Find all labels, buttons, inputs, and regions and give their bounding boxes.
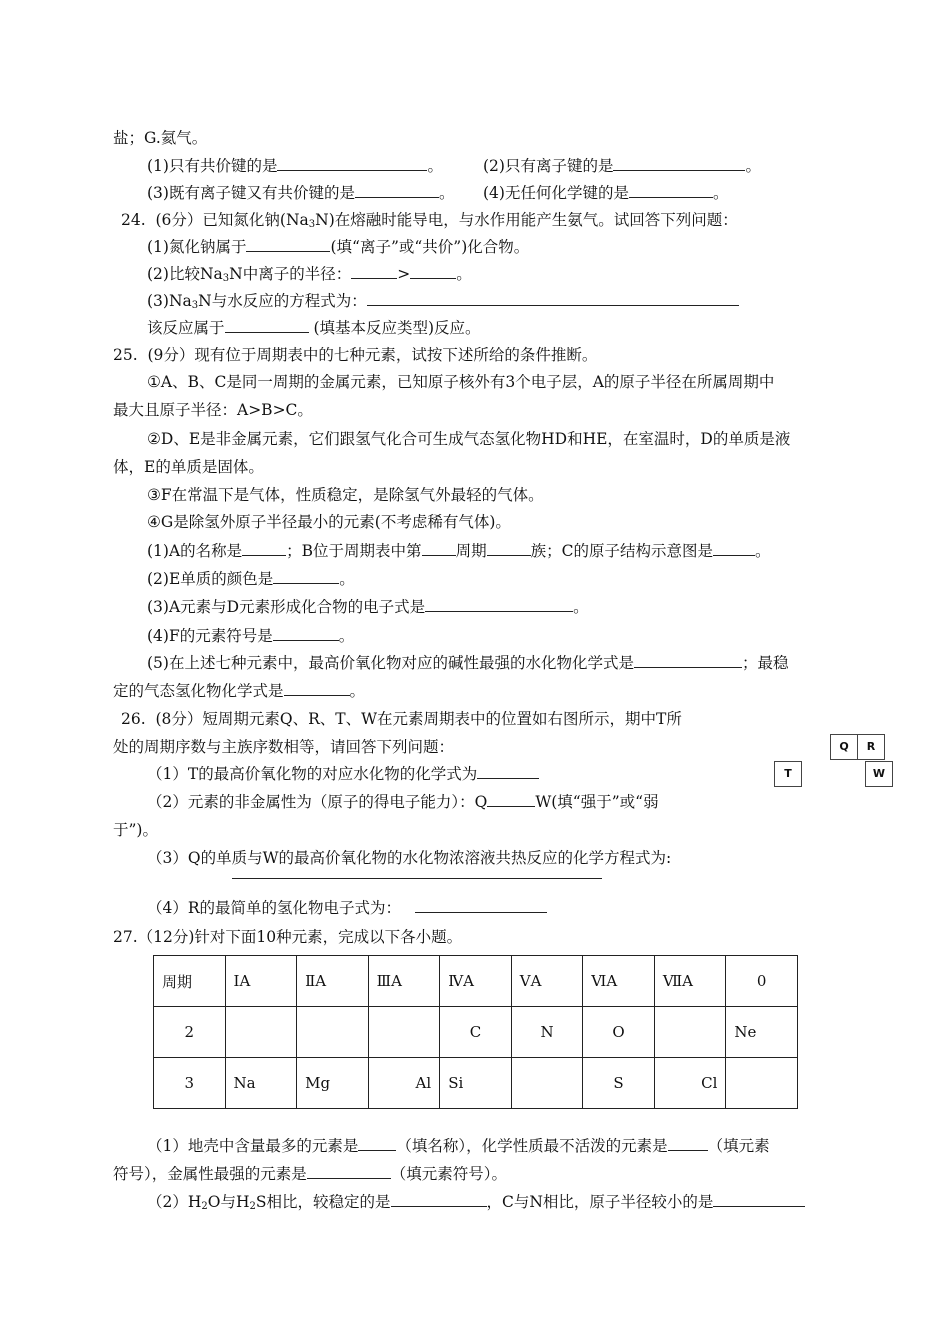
table-cell: N	[511, 1007, 583, 1058]
q26-part4: （4）R的最简单的氢化物电子式为：	[147, 898, 547, 918]
q25-part3: (3)A元素与D元素形成化合物的电子式是 。	[147, 598, 589, 616]
answer-blank[interactable]	[225, 318, 309, 333]
answer-blank[interactable]	[242, 541, 286, 556]
q26-part3: （3）Q的单质与W的最高价氧化物的水化物浓溶液共热反应的化学方程式为:	[147, 849, 672, 867]
answer-blank[interactable]	[358, 1136, 396, 1151]
q24-part2: (2)比较$Na_3N$中离子的半径： > 。	[147, 265, 472, 284]
q23-part4: (4)无任何化学键的是 。	[483, 184, 729, 202]
answer-blank[interactable]	[273, 569, 339, 584]
table-cell	[726, 1058, 798, 1109]
q25-part1: (1)A的名称是 ；B位于周期表中第 周期 族；C的原子结构示意图是 。	[147, 542, 771, 560]
q23-part1: (1)只有共价键的是 。	[147, 157, 443, 175]
answer-blank[interactable]	[273, 626, 339, 641]
answer-blank[interactable]	[422, 541, 456, 556]
table-cell: C	[440, 1007, 512, 1058]
q26-part2b: 于”)。	[113, 821, 158, 839]
q27-part1b: 符号），金属性最强的元素是 （填元素符号）。	[113, 1165, 508, 1183]
q23-part3: (3)既有离子键又有共价键的是 。	[147, 184, 455, 202]
answer-blank[interactable]	[277, 156, 427, 171]
table-header-cell: ⅣA	[440, 956, 512, 1007]
table-row	[154, 1007, 798, 1058]
q24-part4: 该反应属于 (填基本反应类型)反应。	[147, 319, 481, 337]
table-cell	[297, 1007, 369, 1058]
answer-blank[interactable]	[355, 183, 439, 198]
table-cell: Mg	[297, 1058, 369, 1109]
q25-cond3: ③F在常温下是气体，性质稳定，是除氢气外最轻的气体。	[147, 486, 544, 504]
table-header-cell: ⅡA	[297, 956, 369, 1007]
q26-part2a: （2）元素的非金属性为（原子的得电子能力）：Q W(填“强于”或“弱	[147, 793, 659, 811]
answer-blank[interactable]	[487, 541, 531, 556]
answer-blank[interactable]	[284, 681, 350, 696]
answer-blank[interactable]	[613, 156, 745, 171]
q25-part5a: (5)在上述七种元素中，最高价氧化物对应的碱性最强的水化物化学式是 ；最稳	[147, 654, 789, 672]
q25-cond2a: ②D、E是非金属元素，它们跟氢气化合可生成气态氢化物HD和HE，在室温时，D的单质是液	[147, 430, 791, 448]
table-cell: Ne	[726, 1007, 798, 1058]
q25-cond2b: 体，E的单质是固体。	[113, 458, 264, 476]
q26-part1: （1）T的最高价氧化物的对应水化物的化学式为	[147, 764, 539, 784]
answer-blank[interactable]	[425, 597, 573, 612]
q26-stem-b: 处的周期序数与主族序数相等，请回答下列问题：	[113, 738, 455, 756]
q24-stem: 24. (6分）已知氮化钠$(Na_3N)$在熔融时能导电，与水作用能产生氨气。试回答下列问题：	[121, 211, 738, 230]
answer-blank[interactable]	[477, 764, 539, 779]
element-q-cell: Q	[830, 734, 858, 760]
table-cell: 3	[154, 1058, 226, 1109]
table-header-cell: ⅤA	[511, 956, 583, 1007]
table-header-cell: ⅢA	[368, 956, 440, 1007]
q23-continuation: 盐；G.氦气。	[113, 129, 208, 147]
q23-part2: (2)只有离子键的是 。	[483, 157, 761, 175]
table-header-cell: ⅥA	[583, 956, 655, 1007]
table-header-row	[154, 956, 798, 1007]
q24-part3: $(3)Na_3N$与水反应的方程式为：	[147, 291, 739, 316]
answer-blank[interactable]	[415, 898, 547, 913]
element-w-cell: W	[865, 761, 893, 787]
q25-stem: 25. (9分）现有位于周期表中的七种元素，试按下述所给的条件推断。	[113, 346, 598, 364]
table-cell: Si	[440, 1058, 512, 1109]
answer-blank[interactable]	[367, 291, 739, 306]
q27-stem: 27.（12分)针对下面10种元素，完成以下各小题。	[113, 928, 463, 946]
answer-blank[interactable]	[487, 792, 535, 807]
table-cell	[654, 1007, 726, 1058]
q25-part5b: 定的气态氢化物化学式是 。	[113, 682, 366, 700]
table-cell	[225, 1007, 297, 1058]
answer-blank[interactable]	[351, 264, 397, 279]
table-cell: 2	[154, 1007, 226, 1058]
q25-cond1a: ①A、B、C是同一周期的金属元素，已知原子核外有3个电子层，A的原子半径在所属周期中	[147, 373, 775, 391]
table-cell: Al	[368, 1058, 440, 1109]
answer-blank[interactable]	[307, 1164, 391, 1179]
q27-part2: $(2)H_2O$与$H_2S$相比，较稳定的是 ，C与N相比，原子半径较小的是	[147, 1192, 805, 1217]
answer-blank[interactable]	[410, 264, 456, 279]
q25-part4: (4)F的元素符号是 。	[147, 627, 355, 645]
table-header-cell: ⅠA	[225, 956, 297, 1007]
periodic-position-figure	[773, 733, 895, 791]
answer-blank[interactable]	[713, 541, 755, 556]
table-cell	[368, 1007, 440, 1058]
table-cell: S	[583, 1058, 655, 1109]
q25-cond4: ④G是除氢外原子半径最小的元素(不考虑稀有气体)。	[147, 513, 511, 531]
q27-part1a: （1）地壳中含量最多的元素是 （填名称），化学性质最不活泼的元素是 （填元素	[147, 1137, 770, 1155]
table-header-cell: ⅦA	[654, 956, 726, 1007]
table-cell: Cl	[654, 1058, 726, 1109]
answer-blank[interactable]	[713, 1192, 805, 1207]
q25-cond1b: 最大且原子半径：A>B>C。	[113, 401, 313, 419]
q26-stem-a: 26. (8分）短周期元素Q、R、T、W在元素周期表中的位置如右图所示，期中T所	[121, 710, 682, 728]
answer-blank[interactable]	[668, 1136, 708, 1151]
q24-part1: (1)氮化钠属于 (填“离子”或“共价”)化合物。	[147, 238, 530, 256]
table-cell: Na	[225, 1058, 297, 1109]
element-t-cell: T	[774, 761, 802, 787]
answer-blank[interactable]	[246, 237, 330, 252]
table-cell: O	[583, 1007, 655, 1058]
answer-blank[interactable]	[634, 653, 742, 668]
table-header-cell: 周期	[154, 956, 226, 1007]
element-table	[153, 955, 798, 1109]
q25-part2: (2)E单质的颜色是 。	[147, 570, 355, 588]
answer-blank[interactable]	[232, 864, 602, 879]
element-r-cell: R	[857, 734, 885, 760]
answer-blank[interactable]	[391, 1192, 487, 1207]
table-cell	[511, 1058, 583, 1109]
table-header-cell: 0	[726, 956, 798, 1007]
answer-blank[interactable]	[629, 183, 713, 198]
table-row	[154, 1058, 798, 1109]
